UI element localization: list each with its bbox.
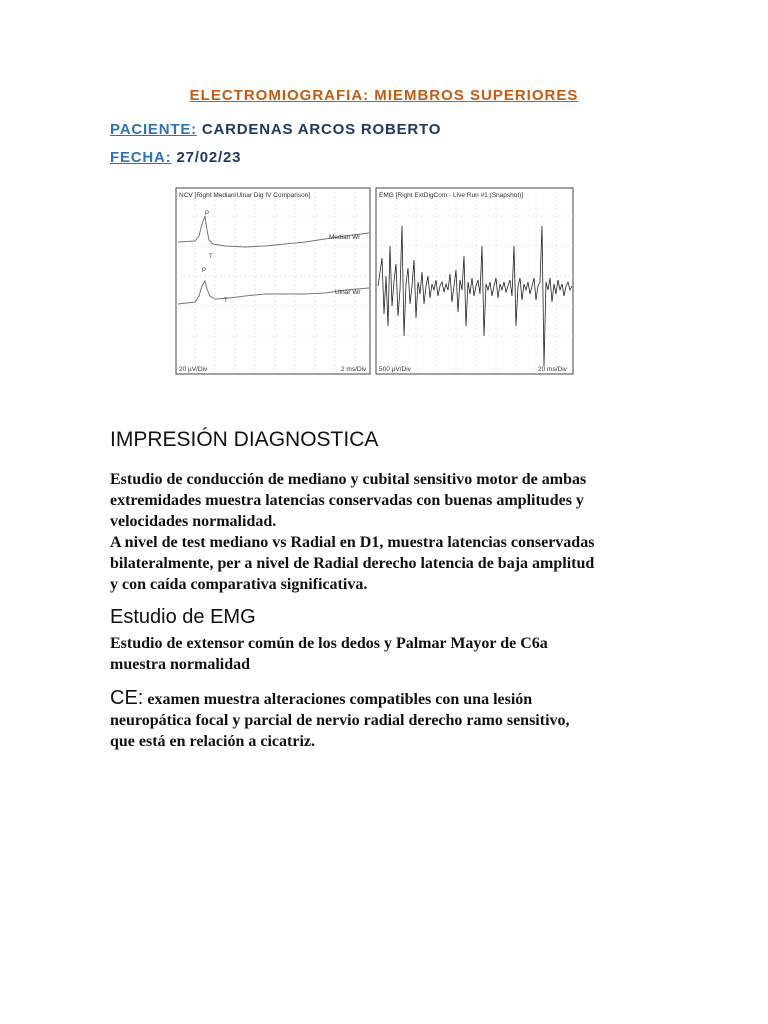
conclusion-line: neuropática focal y parcial de nervio radial derecho ramo sensitivo, [110,712,570,729]
impression-heading: IMPRESIÓN DIAGNOSTICA [110,428,379,451]
conclusion-first-line [110,688,670,710]
patient-label: PACIENTE: [110,121,197,138]
document-title: ELECTROMIOGRAFIA: MIEMBROS SUPERIORES [189,87,579,104]
impression-line: extremidades muestra latencias conservadas con buenas amplitudes y [110,492,584,509]
impression-line: velocidades normalidad. [110,513,277,530]
ncv-amplitude-scale: 20 µV/Div [179,366,208,373]
impression-line: A nivel de test mediano vs Radial en D1, muestra latencias conservadas [110,534,595,551]
patient-name: CARDENAS ARCOS ROBERTO [201,121,442,138]
impression-line: y con caída comparativa significativa. [110,576,368,593]
date-field [110,149,241,166]
conclusion-line: examen muestra alteraciones compatibles con una lesión [143,691,533,708]
ncv-time-scale: 2 ms/Div [341,366,367,373]
ulnar-t-marker: T [224,298,228,304]
emg-figure [175,186,575,376]
emg-study-heading: Estudio de EMG [110,606,256,628]
emg-amplitude-scale: 500 µV/Div [379,366,411,373]
conclusion-paragraph [110,688,670,752]
impression-line: bilateralmente, per a nivel de Radial derecho latencia de baja amplitud [110,555,595,572]
impression-paragraph [110,469,670,595]
median-t-marker: T [209,254,213,260]
impression-line: Estudio de conducción de mediano y cubital sensitivo motor de ambas [110,471,587,488]
conclusion-label: CE: [110,687,144,709]
patient-field [110,121,441,138]
ulnar-trace-label: Ulnar Wr [335,289,361,296]
date-label: FECHA: [110,149,172,166]
median-trace-label: Median Wr [329,234,361,241]
emg-study-line: muestra normalidad [110,656,250,673]
emg-study-paragraph [110,633,670,675]
median-p-marker: P [205,211,210,217]
ulnar-p-marker: P [202,268,207,274]
emg-study-line: Estudio de extensor común de los dedos y Palmar Mayor de C6a [110,635,548,652]
emg-time-scale: 20 ms/Div [538,366,567,373]
date-value: 27/02/23 [176,149,242,166]
ncv-panel-title: NCV [Right Median/Ulnar Dig IV Comparison] [179,192,311,199]
emg-panel-title: EMG [Right ExtDigCom - Live Run #1 (Snapshot)] [379,192,524,199]
conclusion-line: que está en relación a cicatriz. [110,733,315,750]
